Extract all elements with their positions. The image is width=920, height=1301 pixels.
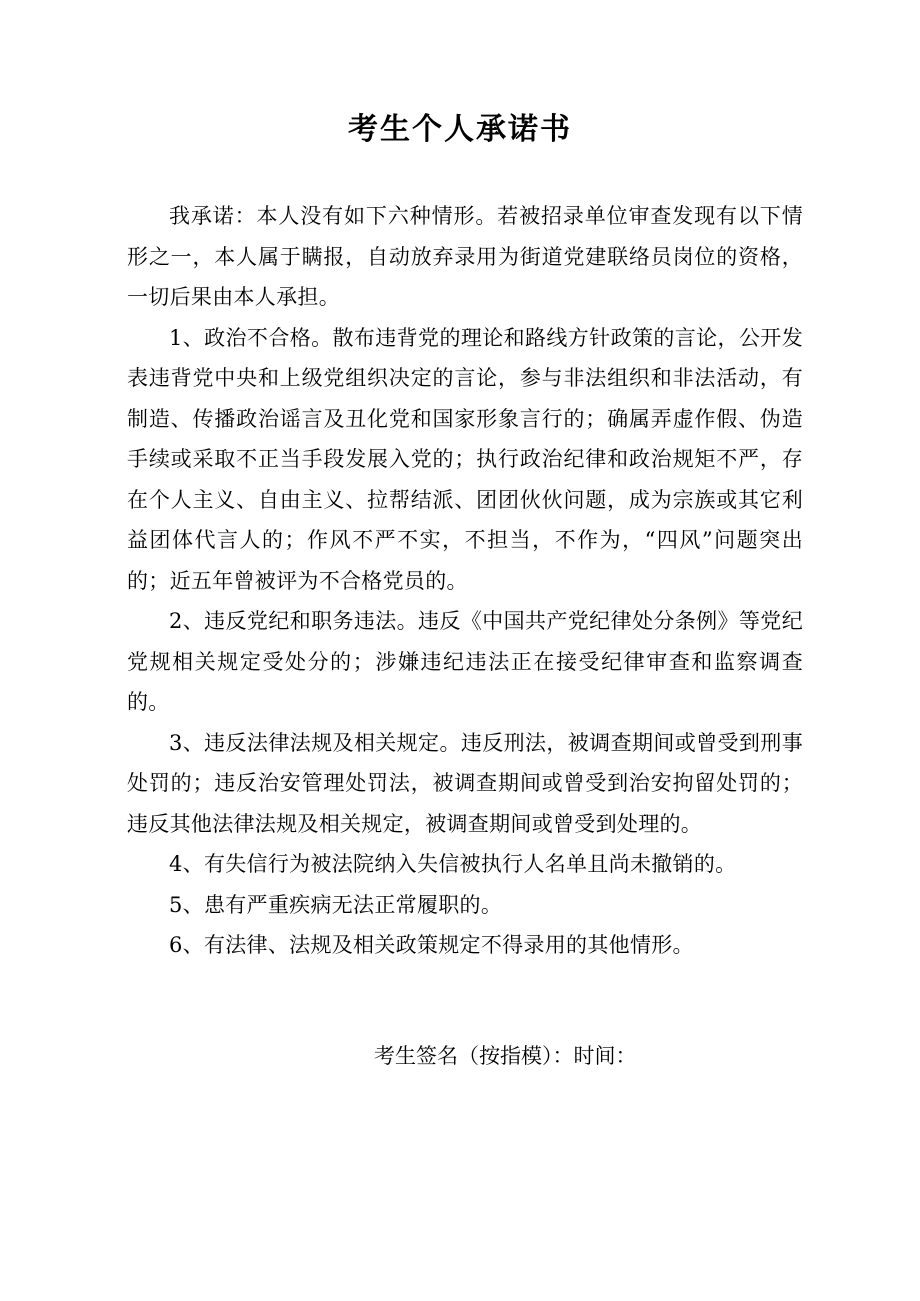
commitment-intro-paragraph: 我承诺：本人没有如下六种情形。若被招录单位审查发现有以下情形之一，本人属于瞒报，自动放弃录用为街道党建联络员岗位的资格，一切后果由本人承担。 xyxy=(127,204,803,309)
document-body xyxy=(127,196,803,966)
condition-6-paragraph: 6、有法律、法规及相关政策规定不得录用的其他情形。 xyxy=(169,933,694,957)
condition-2-paragraph: 2、违反党纪和职务违法。违反《中国共产党纪律处分条例》等党纪党规相关规定受处分的；涉嫌违纪违法正在接受纪律审查和监察调查的。 xyxy=(127,609,803,714)
condition-5-paragraph: 5、患有严重疾病无法正常履职的。 xyxy=(169,892,503,917)
condition-4-paragraph: 4、有失信行为被法院纳入失信被执行人名单且尚未撤销的。 xyxy=(169,852,737,876)
condition-3-paragraph: 3、违反法律法规及相关规定。违反刑法，被调查期间或曾受到刑事处罚的；违反治安管理处罚法，被调查期间或曾受到治安拘留处罚的；违反其他法律法规及相关规定，被调查期间或曾受到处理的。 xyxy=(127,730,803,836)
document-title: 考生个人承诺书 xyxy=(348,112,572,147)
signature-line: 考生签名（按指模）：时间： xyxy=(374,1044,637,1068)
condition-1-paragraph: 1、政治不合格。散布违背党的理论和路线方针政策的言论，公开发表违背党中央和上级党组织决定的言论，参与非法组织和非法活动，有制造、传播政治谣言及丑化党和国家形象言行的；确属弄虚作假、伪造手续或采取不正当手段发展入党的；执行政治纪律和政治规矩不严，存在个人主义、自由主义、拉帮结派、团团伙伙问题，成为宗族或其它利益团体代言人的；作风不严不实，不担当，不作为，“四风”问题突出的；近五年曾被评为不合格党员的。 xyxy=(127,325,803,593)
